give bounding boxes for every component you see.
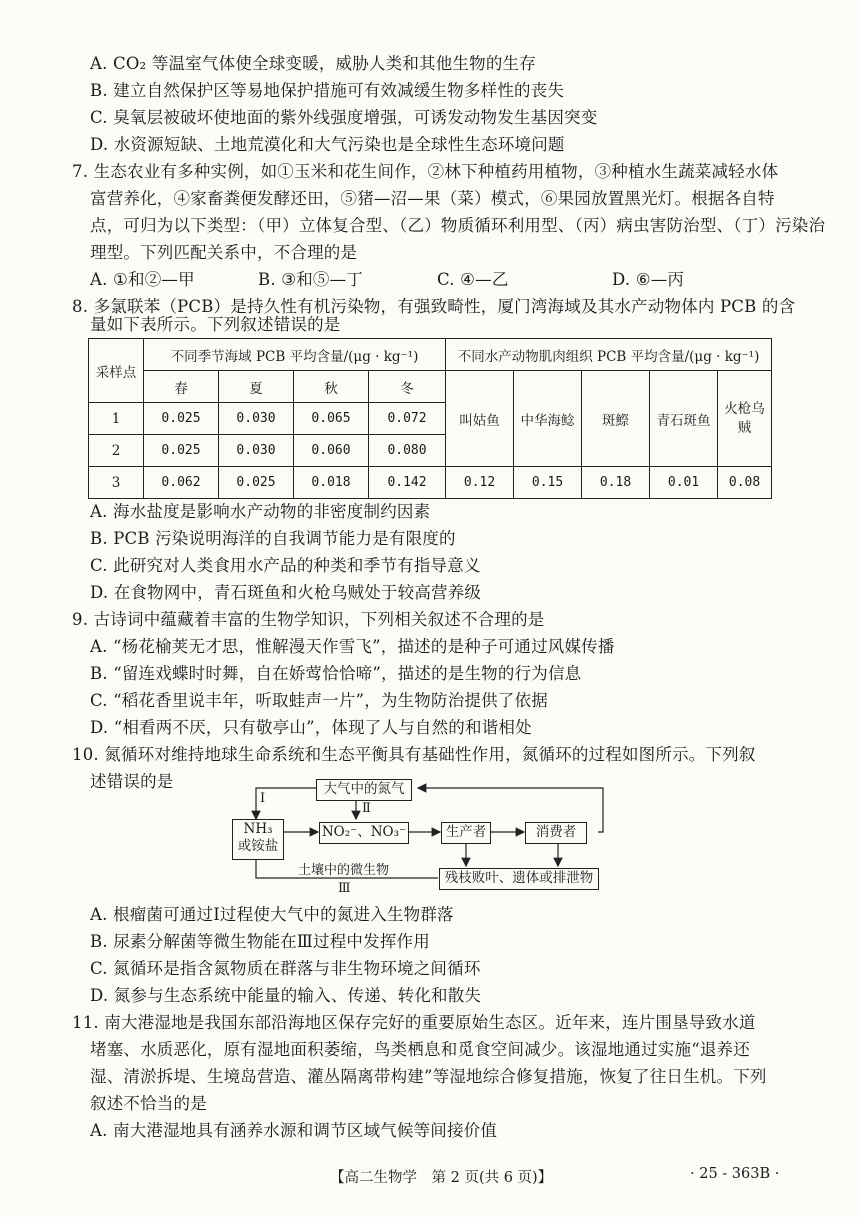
animal-value-cell: 0.12 [446, 467, 514, 499]
q11-stem-line2: 堵塞、水质恶化，原有湿地面积萎缩，鸟类栖息和觅食空间减少。该湿地通过实施“退养还 [90, 1040, 750, 1059]
q10-option-a: A. 根瘤菌可通过Ⅰ过程使大气中的氮进入生物群落 [90, 905, 454, 924]
q6-option-c: C. 臭氧层被破坏使地面的紫外线强度增强，可诱发动物发生基因突变 [90, 108, 598, 127]
value-cell: 0.062 [144, 467, 219, 499]
q7-stem-line2: 富营养化，④家畜粪便发酵还田，⑤猪—沼—果（菜）模式，⑥果园放置黑光灯。根据各自特 [90, 189, 775, 208]
residue-box: 残枝败叶、遗体或排泄物 [439, 868, 599, 890]
site-cell: 3 [89, 467, 144, 499]
q11-stem-line3: 湿、清淤拆堤、生境岛营造、灌丛隔离带构建”等湿地综合修复措施，恢复了往日生机。下列 [90, 1067, 767, 1086]
q11-stem-line4: 叙述不恰当的是 [90, 1094, 207, 1113]
value-cell: 0.030 [219, 435, 294, 467]
q9-option-d: D. “相看两不厌，只有敬亭山”，体现了人与自然的和谐相处 [90, 718, 532, 737]
sample-site-header: 采样点 [89, 339, 144, 403]
season-summer: 夏 [219, 371, 294, 403]
animal-pcb-header: 不同水产动物肌肉组织 PCB 平均含量/(μg · kg⁻¹) [446, 339, 772, 371]
value-cell: 0.025 [144, 435, 219, 467]
q11-stem-line1: 11. 南大港湿地是我国东部沿海地区保存完好的重要原始生态区。近年来，连片围垦导致水道 [72, 1013, 756, 1032]
ammonia-box [232, 819, 284, 860]
q7-option-c: C. ④—乙 [437, 270, 509, 289]
ammonia-label: NH₃ [243, 821, 273, 837]
site-cell: 2 [89, 435, 144, 467]
q7-option-d: D. ⑥—丙 [612, 270, 685, 289]
q9-option-c: C. “稻花香里说丰年，听取蛙声一片”，为生物防治提供了依据 [90, 691, 548, 710]
nitrogen-cycle-diagram [228, 775, 608, 900]
animal-name: 中华海鲶 [514, 371, 582, 467]
value-cell: 0.072 [369, 403, 446, 435]
q8-option-c: C. 此研究对人类食用水产品的种类和季节有指导意义 [90, 556, 481, 575]
q8-option-a: A. 海水盐度是影响水产动物的非密度制约因素 [90, 502, 431, 521]
ammonium-label: 或铵盐 [237, 838, 279, 854]
animal-value-cell: 0.18 [582, 467, 650, 499]
q6-option-a: A. CO₂ 等温室气体使全球变暖，威胁人类和其他生物的生存 [90, 54, 536, 73]
process-label-1: Ⅰ [260, 791, 266, 806]
q7-option-b: B. ③和⑤—丁 [258, 270, 364, 289]
table-row [89, 467, 772, 499]
season-pcb-header: 不同季节海域 PCB 平均含量/(μg · kg⁻¹) [144, 339, 446, 371]
animal-name: 青石斑鱼 [650, 371, 718, 467]
q8-option-b: B. PCB 污染说明海洋的自我调节能力是有限度的 [90, 529, 456, 548]
q6-option-b: B. 建立自然保护区等易地保护措施可有效减缓生物多样性的丧失 [90, 81, 565, 100]
animal-name: 斑鰶 [582, 371, 650, 467]
q9-option-a: A. “杨花榆荚无才思，惟解漫天作雪飞”，描述的是种子可通过风媒传播 [90, 637, 615, 656]
atmosphere-nitrogen-box: 大气中的氮气 [316, 779, 412, 801]
value-cell: 0.025 [219, 467, 294, 499]
site-cell: 1 [89, 403, 144, 435]
value-cell: 0.030 [219, 403, 294, 435]
q7-stem-line3: 点，可归为以下类型：（甲）立体复合型、（乙）物质循环利用型、（丙）病虫害防治型、（丁）污染治 [90, 216, 826, 235]
animal-name: 叫姑鱼 [446, 371, 514, 467]
exam-code: · 25 - 363B · [690, 1166, 780, 1182]
q7-stem-line1: 7. 生态农业有多种实例，如①玉米和花生间作，②林下种植药用植物，③种植水生蔬菜减轻水体 [72, 162, 779, 181]
animal-value-cell: 0.01 [650, 467, 718, 499]
q6-option-d: D. 水资源短缺、土地荒漠化和大气污染也是全球性生态环境问题 [90, 135, 565, 154]
q10-option-b: B. 尿素分解菌等微生物能在Ⅲ过程中发挥作用 [90, 932, 430, 951]
q8-option-d: D. 在食物网中，青石斑鱼和火枪乌贼处于较高营养级 [90, 583, 482, 602]
season-spring: 春 [144, 371, 219, 403]
process-label-3: Ⅲ [338, 881, 351, 896]
q7-option-a: A. ①和②—甲 [90, 270, 195, 289]
q11-option-a: A. 南大港湿地具有涵养水源和调节区域气候等间接价值 [90, 1121, 498, 1140]
q8-stem-line2: 量如下表所示。下列叙述错误的是 [90, 315, 341, 334]
producer-box: 生产者 [441, 822, 491, 844]
animal-value-cell: 0.15 [514, 467, 582, 499]
soil-microbe-label: 土壤中的微生物 [298, 863, 390, 878]
q9-option-b: B. “留连戏蝶时时舞，自在娇莺恰恰啼”，描述的是生物的行为信息 [90, 664, 582, 683]
animal-name: 火枪乌贼 [718, 371, 772, 467]
consumer-box: 消费者 [525, 822, 587, 844]
pcb-table [88, 338, 772, 499]
value-cell: 0.060 [294, 435, 369, 467]
season-autumn: 秋 [294, 371, 369, 403]
value-cell: 0.065 [294, 403, 369, 435]
animal-value-cell: 0.08 [718, 467, 772, 499]
page-number-label: 【高二生物学 第 2 页(共 6 页)】 [330, 1170, 553, 1186]
q10-stem-line2: 述错误的是 [90, 772, 174, 791]
season-winter: 冬 [369, 371, 446, 403]
q10-option-d: D. 氮参与生态系统中能量的输入、传递、转化和散失 [90, 986, 482, 1005]
value-cell: 0.018 [294, 467, 369, 499]
q10-stem-line1: 10. 氮循环对维持地球生命系统和生态平衡具有基础性作用，氮循环的过程如图所示。下列叙 [72, 745, 756, 764]
q10-option-c: C. 氮循环是指含氮物质在群落与非生物环境之间循环 [90, 959, 481, 978]
nitrate-box: NO₂⁻、NO₃⁻ [319, 822, 409, 844]
q8-stem-line1: 8. 多氯联苯（PCB）是持久性有机污染物，有强致畸性，厦门湾海域及其水产动物体内 PCB 的含 [72, 297, 796, 316]
value-cell: 0.142 [369, 467, 446, 499]
q9-stem: 9. 古诗词中蕴藏着丰富的生物学知识，下列相关叙述不合理的是 [72, 610, 545, 629]
value-cell: 0.025 [144, 403, 219, 435]
process-label-2: Ⅱ [362, 801, 371, 816]
value-cell: 0.080 [369, 435, 446, 467]
q7-stem-line4: 理型。下列匹配关系中，不合理的是 [90, 243, 358, 262]
